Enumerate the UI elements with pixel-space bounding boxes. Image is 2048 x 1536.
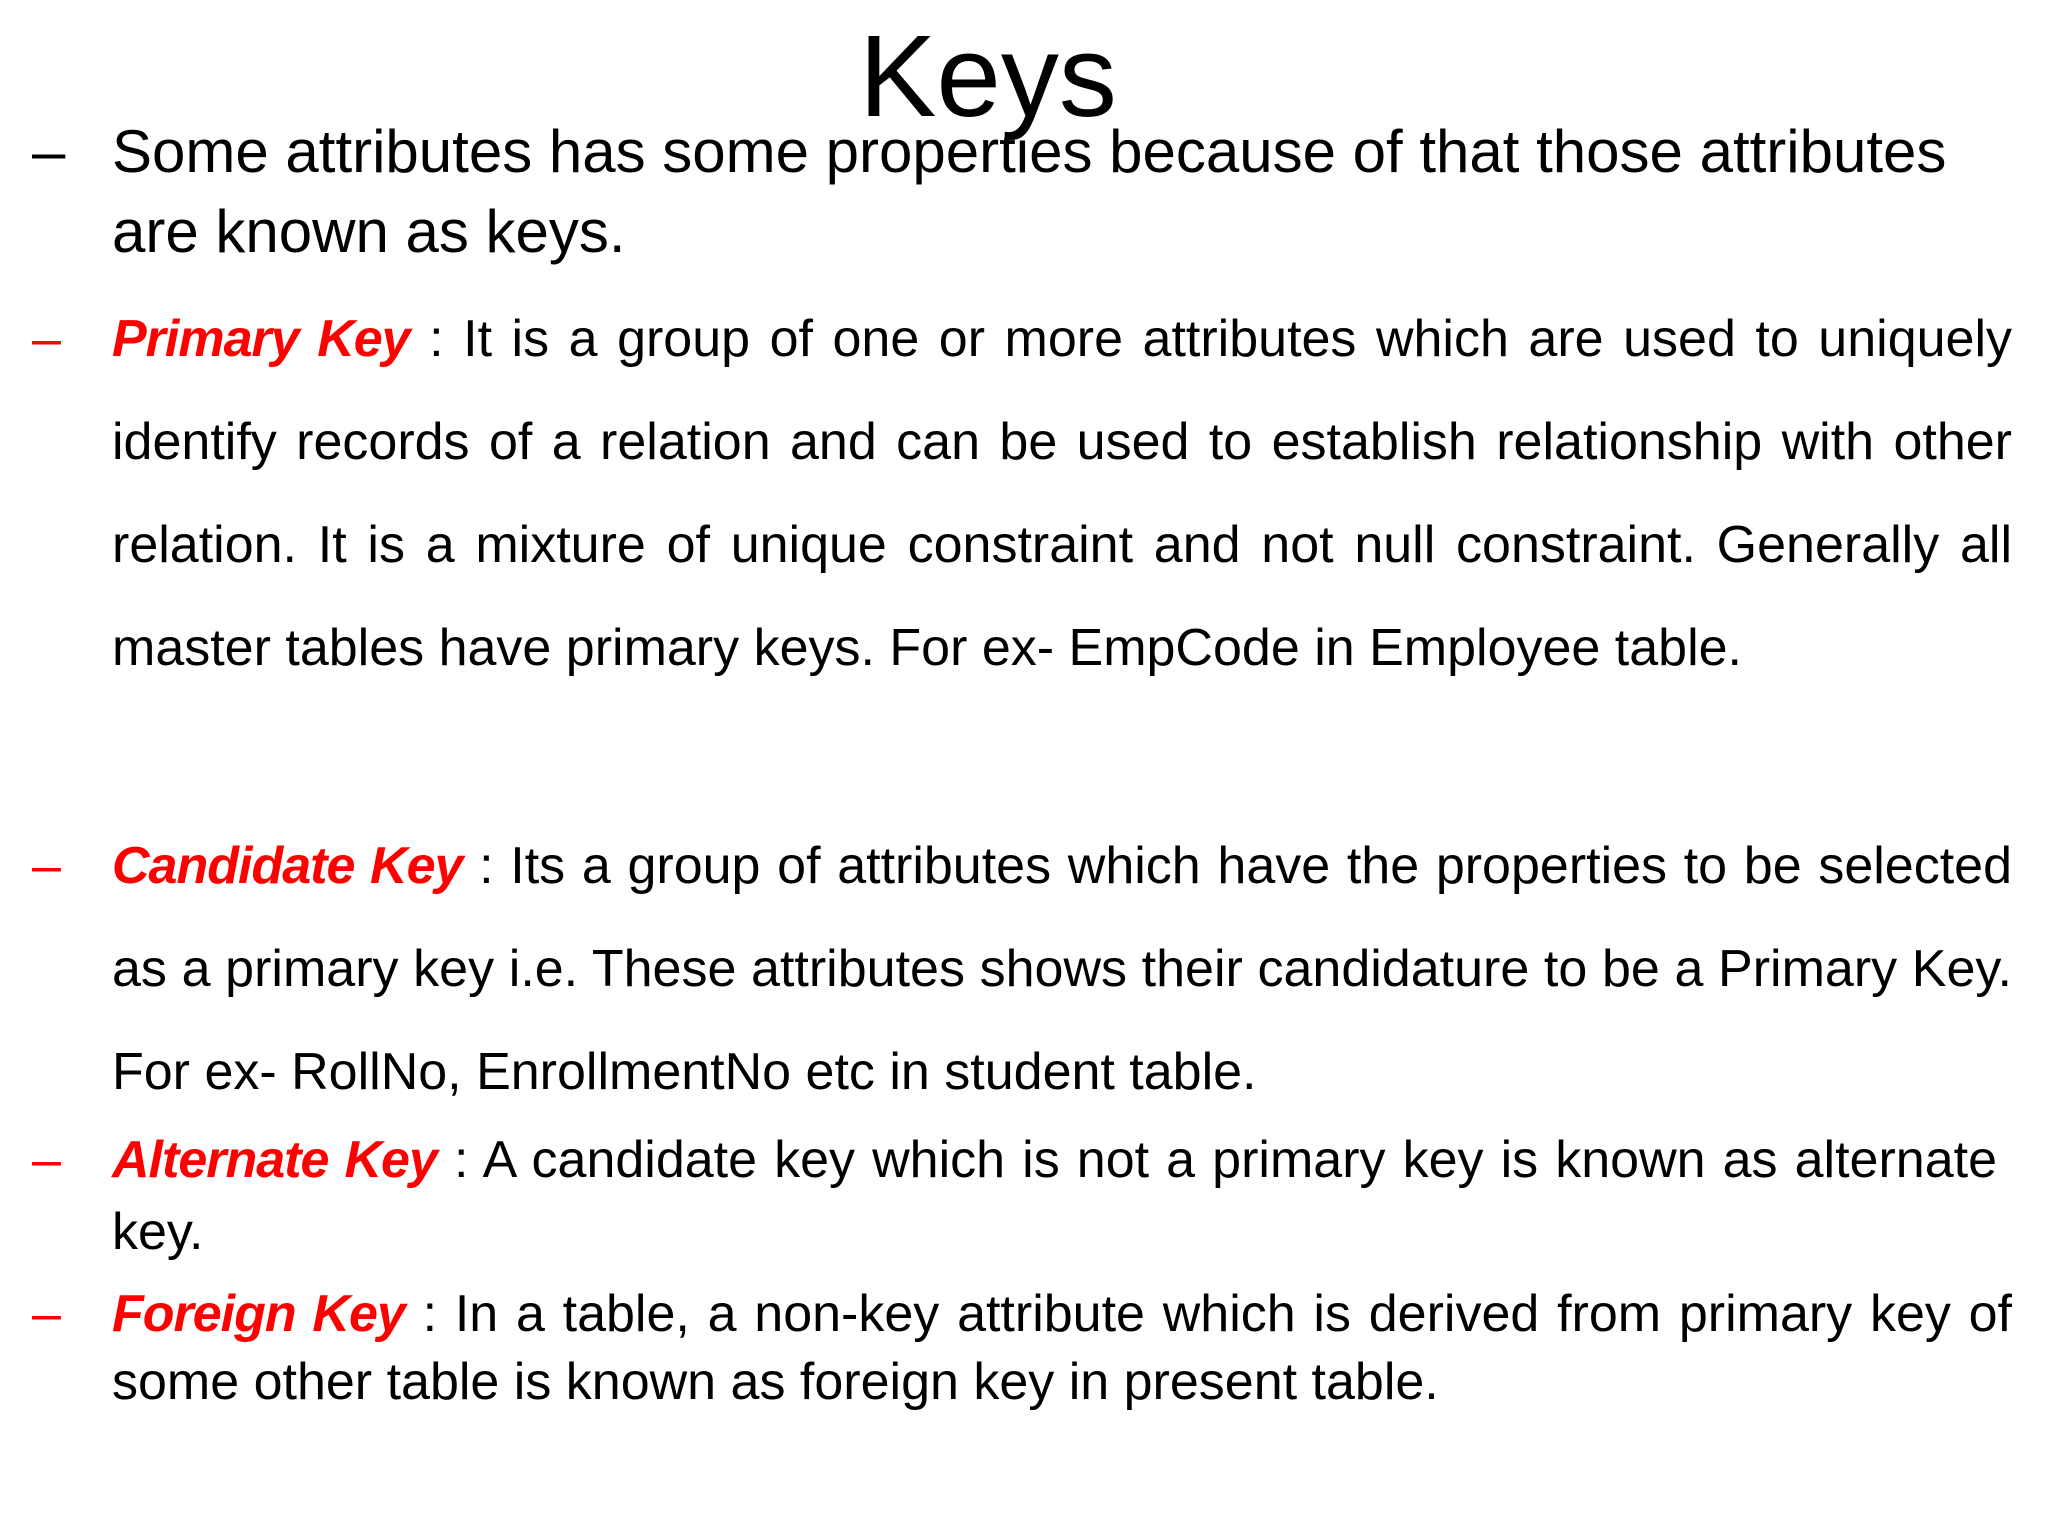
term-separator: : [436, 1131, 483, 1189]
term-foreign-key: Foreign Key [112, 1285, 405, 1343]
term-candidate-key: Candidate Key [112, 837, 463, 895]
bullet-primary-key [32, 288, 2013, 700]
definition-foreign-key: In a table, a non-key attribute which is derived from primary key of some other table is known as foreign key in present table. [112, 1285, 2013, 1411]
term-separator: : [462, 837, 511, 895]
term-separator: : [409, 310, 464, 368]
bullet-text: Some attributes has some properties because of that those attributes are known as keys. [112, 118, 1947, 265]
bullet-alternate-key [32, 1124, 1997, 1268]
bullet-dash: – [32, 1131, 61, 1189]
bullet-intro [32, 112, 1972, 272]
bullet-candidate-key [32, 815, 2012, 1124]
term-alternate-key: Alternate Key [112, 1131, 437, 1189]
bullet-dash: – [32, 837, 61, 895]
term-primary-key: Primary Key [112, 310, 410, 368]
definition-alternate-key: A candidate key which is not a primary key is known as alternate key. [112, 1131, 1997, 1261]
bullet-dash: – [32, 118, 66, 185]
slide-title: Keys [859, 11, 1117, 141]
definition-candidate-key: Its a group of attributes which have the properties to be selected as a primary key i.e. These attributes shows their candidature to be a Primary Key. For ex- RollNo, EnrollmentNo etc in student table. [112, 837, 2012, 1101]
bullet-foreign-key [32, 1280, 2013, 1416]
bullet-dash: – [32, 310, 61, 368]
term-separator: : [404, 1285, 455, 1343]
bullet-dash: – [32, 1285, 61, 1343]
definition-primary-key: It is a group of one or more attributes which are used to uniquely identify records of a relation and can be used to establish relationship with other relation. It is a mixture of unique constraint and not null constraint. Generally all master tables have primary keys. For ex- EmpCode in Employee table. [112, 310, 2013, 677]
